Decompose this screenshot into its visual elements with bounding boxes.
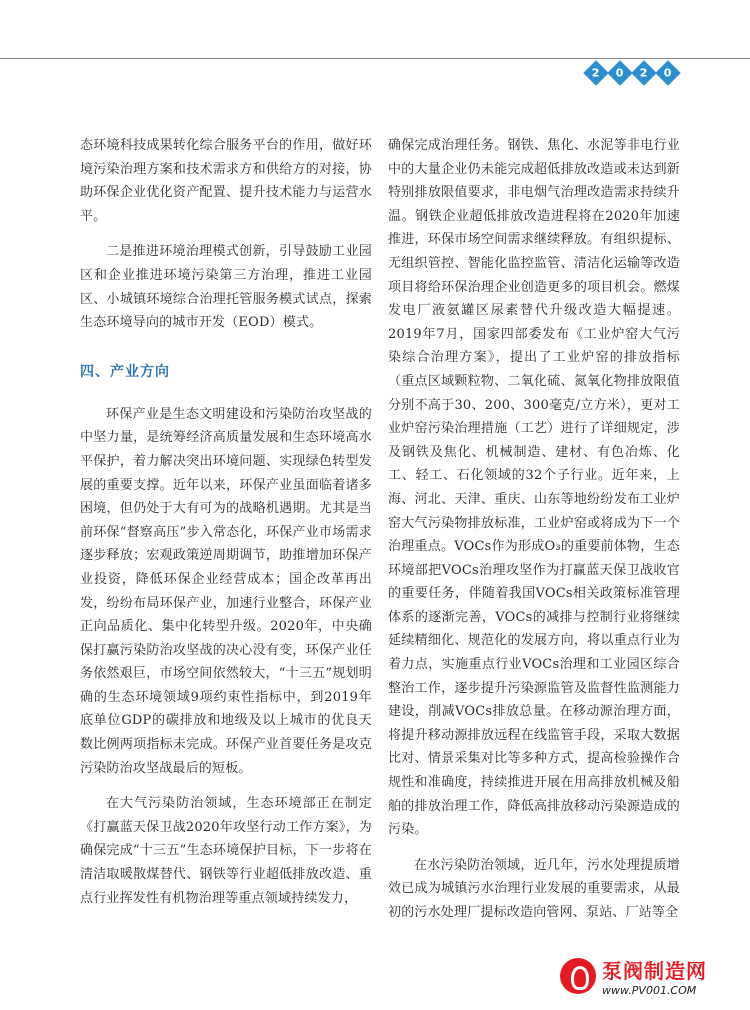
paragraph: 环保产业是生态文明建设和污染防治攻坚战的中坚力量，是统筹经济高质量发展和生态环境高水平保护，着力解决突出环境问题、实现绿色转型发展的重要支撑。近年以来，环保产业虽面临着诸多困境，但仍处于大有可为的战略机遇期。尤其是当前环保“督察高压”步入常态化，环保产业市场需求逐步释放；宏观政策逆周期调节，助推增加环保产业投资，降低环保企业经营成本；国企改革再出发，纷纷布局环保产业，加速行业整合，环保产业正向品质化、集中化转型升级。2020年，中央确保打赢污染防治攻坚战的决心没有变，环保产业任务依然艰巨，市场空间依然较大，“十三五”规划明确的生态环境领域9项约束性指标中，到2019年底单位GDP的碳排放和地级及以上城市的优良天数比例两项指标未完成。环保产业首要任务是攻克污染防治攻坚战最后的短板。 <box>80 406 372 776</box>
watermark-url: www.PV001.COM <box>602 984 697 997</box>
left-column <box>80 134 372 910</box>
paragraph: 二是推进环境治理模式创新，引导鼓励工业园区和企业推进环境污染第三方治理，推进工业园区、小城镇环境综合治理托管服务模式试点，探索生态环境导向的城市开发（EOD）模式。 <box>80 244 372 331</box>
paragraph: 态环境科技成果转化综合服务平台的作用，做好环境污染治理方案和技术需求方和供给方的对接，协助环保企业优化资产配置、提升技术能力与运营水平。 <box>80 138 372 224</box>
year-digit: 0 <box>607 60 632 85</box>
paragraph: 在水污染防治领域，近几年，污水处理提质增效已成为城镇污水治理行业发展的重要需求，从最初的污水处理厂提标改造向管网、泵站、厂站等全 <box>388 857 680 920</box>
right-column <box>388 134 680 925</box>
pump-logo-icon <box>560 958 596 994</box>
watermark-title: 泵阀制造网 <box>602 959 707 983</box>
paragraph: 确保完成治理任务。钢铁、焦化、水泥等非电行业中的大量企业仍未能完成超低排放改造或未达到新特别排放限值要求，非电烟气治理改造需求持续升温。钢铁企业超低排放改造进程将在2020年加速推进，环保市场空间需求继续释放。有组织提标、无组织管控、智能化监控监管、清洁化运输等改造项目将给环保治理企业创造更多的项目机会。燃煤发电厂液氨罐区尿素替代升级改造大幅提速。2019年7月，国家四部委发布《工业炉窑大气污染综合治理方案》，提出了工业炉窑的排放指标（重点区域颗粒物、二氧化硫、氮氧化物排放限值分别不高于30、200、300毫克/立方米），更对工业炉窑污染治理措施（工艺）进行了详细规定，涉及钢铁及焦化、机械制造、建材、有色冶炼、化工、轻工、石化领域的32个子行业。近年来，上海、河北、天津、重庆、山东等地纷纷发布工业炉窑大气污染物排放标准，工业炉窑或将成为下一个治理重点。VOCs作为形成O₃的重要前体物，生态环境部把VOCs治理攻坚作为打赢蓝天保卫战收官的重要任务，伴随着我国VOCs相关政策标准管理体系的逐渐完善，VOCs的减排与控制行业将继续延续精细化、规范化的发展方向，将以重点行业为着力点，实施重点行业VOCs治理和工业园区综合整治工作，逐步提升污染源监管及监督性监测能力建设，削减VOCs排放总量。在移动源治理方面，将提升移动源排放远程在线监管手段，采取大数据比对、情景采集对比等多种方式，提高检验操作合规性和准确度，持续推进开展在用高排放机械及船舶的排放治理工作，降低高排放移动污染源造成的污染。 <box>388 138 680 838</box>
year-digit: 2 <box>631 60 656 85</box>
site-watermark <box>560 955 707 997</box>
year-digit: 0 <box>655 60 680 85</box>
year-badge <box>585 64 679 82</box>
section-title: 四、产业方向 <box>80 363 170 380</box>
paragraph: 在大气污染防治领域，生态环境部正在制定《打赢蓝天保卫战2020年攻坚行动工作方案》，为确保完成“十三五”生态环境保护目标，下一步将在清洁取暖散煤替代、钢铁等行业超低排放改造、重点行业挥发性有机物治理等重点领域持续发力， <box>80 796 372 906</box>
year-digit: 2 <box>583 60 608 85</box>
header-divider <box>0 58 750 59</box>
